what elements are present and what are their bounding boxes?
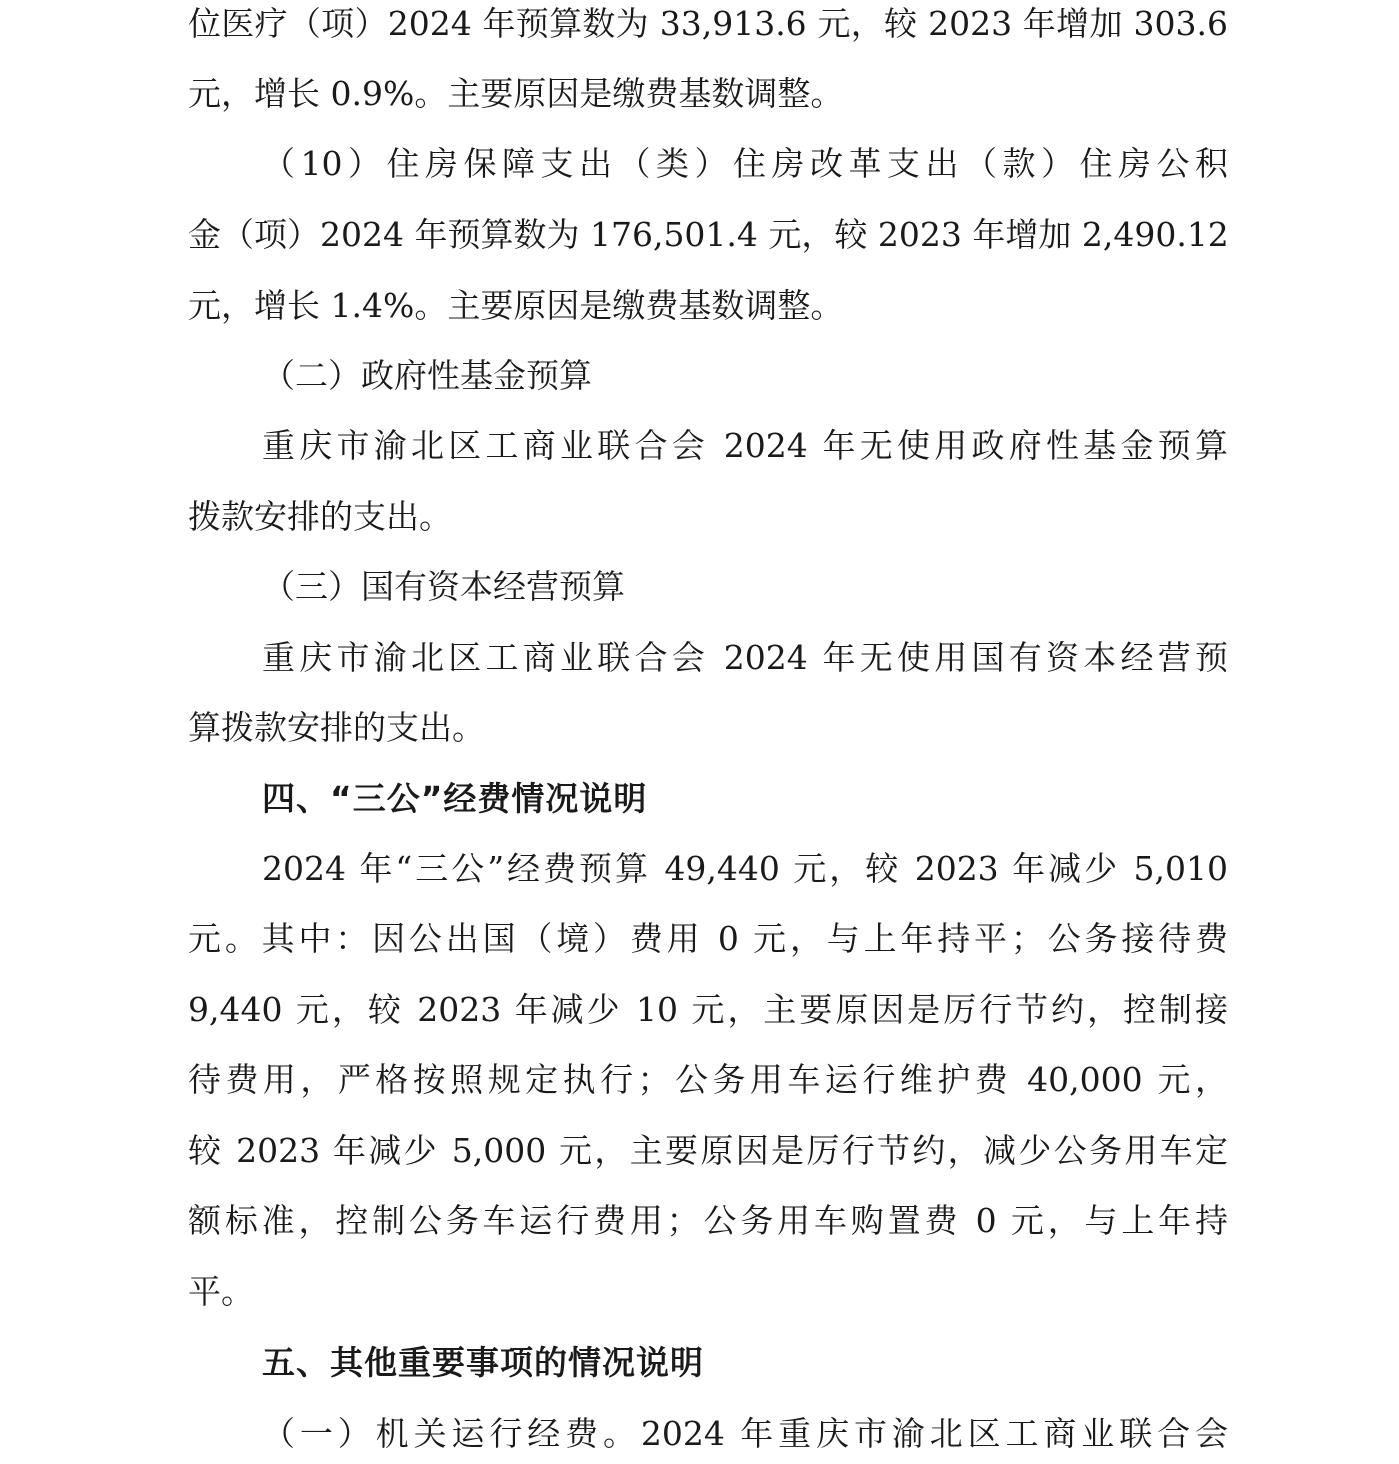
paragraph-line: 额标准，控制公务车运行费用；公务用车购置费 0 元，与上年持 xyxy=(188,1201,1228,1240)
paragraph-line: 元。其中：因公出国（境）费用 0 元，与上年持平；公务接待费 xyxy=(188,919,1228,958)
paragraph-line: 2024 年“三公”经费预算 49,440 元，较 2023 年减少 5,010 xyxy=(262,849,1228,888)
paragraph-line: （一）机关运行经费。2024 年重庆市渝北区工商业联合会 xyxy=(262,1414,1228,1453)
paragraph-line: （10）住房保障支出（类）住房改革支出（款）住房公积 xyxy=(262,144,1228,183)
paragraph-line: 9,440 元，较 2023 年减少 10 元，主要原因是厉行节约，控制接 xyxy=(188,990,1228,1029)
chapter-heading: 四、“三公”经费情况说明 xyxy=(262,779,648,818)
paragraph-line: 待费用，严格按照规定执行；公务用车运行维护费 40,000 元， xyxy=(188,1060,1228,1099)
paragraph-line: 重庆市渝北区工商业联合会 2024 年无使用国有资本经营预 xyxy=(262,638,1228,677)
paragraph-line: 元，增长 1.4%。主要原因是缴费基数调整。 xyxy=(188,286,844,325)
paragraph-line: 平。 xyxy=(188,1272,254,1311)
paragraph-line: 元，增长 0.9%。主要原因是缴费基数调整。 xyxy=(188,74,844,113)
chapter-heading: 五、其他重要事项的情况说明 xyxy=(262,1343,704,1382)
section-heading: （三）国有资本经营预算 xyxy=(262,567,625,606)
paragraph-line: 较 2023 年减少 5,000 元，主要原因是厉行节约，减少公务用车定 xyxy=(188,1131,1228,1170)
paragraph-line: 算拨款安排的支出。 xyxy=(188,708,485,747)
paragraph-line: 重庆市渝北区工商业联合会 2024 年无使用政府性基金预算 xyxy=(262,426,1228,465)
section-heading: （二）政府性基金预算 xyxy=(262,356,592,395)
paragraph-line: 位医疗（项）2024 年预算数为 33,913.6 元，较 2023 年增加 303.6 xyxy=(188,4,1228,43)
paragraph-line: 金（项）2024 年预算数为 176,501.4 元，较 2023 年增加 2,490.12 xyxy=(188,215,1229,254)
paragraph-line: 拨款安排的支出。 xyxy=(188,497,452,536)
